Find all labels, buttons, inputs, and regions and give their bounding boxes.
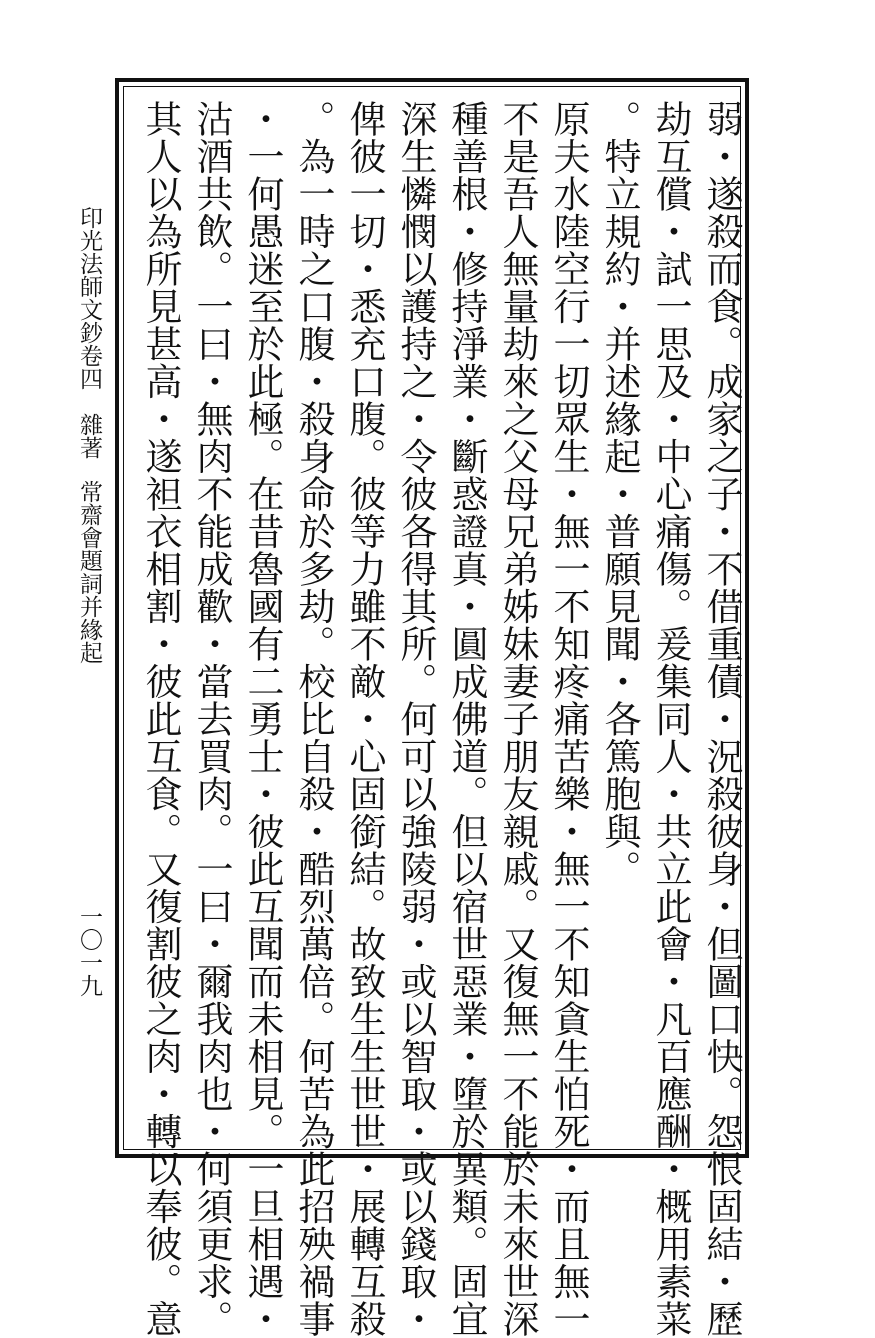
text-column-5: 不是吾人無量劫來之父母兄弟姊妹妻子朋友親戚。又復無一不能於未來世深 <box>496 100 539 1338</box>
text-column-3: 。特立規約・并述緣起・普願見聞・各篤胞與。 <box>598 100 641 888</box>
text-column-6: 種善根・修持淨業・斷惑證真・圓成佛道。但以宿世惡業・墮於異類。固宜 <box>445 100 488 1338</box>
text-column-9: 。為一時之口腹・殺身命於多劫。校比自殺・酷烈萬倍。何苦為此招殃禍事 <box>292 100 335 1338</box>
section-title: 常齋會題詞并緣起 <box>76 480 102 664</box>
text-column-1: 弱・遂殺而食。成家之子・不借重債・況殺彼身・但圖口快。怨恨固結・歷 <box>700 100 743 1338</box>
text-column-2: 劫互償・試一思及・中心痛傷。爰集同人・共立此會・凡百應酬・概用素菜 <box>649 100 692 1338</box>
text-column-8: 俾彼一切・悉充口腹。彼等力雖不敵・心固銜結。故致生生世世・展轉互殺 <box>343 100 386 1338</box>
text-column-10: ・一何愚迷至於此極。在昔魯國有二勇士・彼此互聞而未相見。一旦相遇・ <box>241 100 284 1338</box>
book-title: 印光法師文鈔卷四 雜著 <box>76 206 102 459</box>
page-number: 一〇一九 <box>76 905 102 997</box>
text-column-4: 原夫水陸空行一切眾生・無一不知疼痛苦樂・無一不知貪生怕死・而且無一 <box>547 100 590 1338</box>
text-column-11: 沽酒共飲。一曰・無肉不能成歡・當去買肉。一曰・爾我肉也・何須更求。 <box>190 100 233 1338</box>
text-column-7: 深生憐憫以護持之・令彼各得其所。何可以強陵弱・或以智取・或以錢取・ <box>394 100 437 1338</box>
text-column-12: 其人以為所見甚高・遂袒衣相割・彼此互食。又復割彼之肉・轉以奉彼。意 <box>139 100 182 1338</box>
